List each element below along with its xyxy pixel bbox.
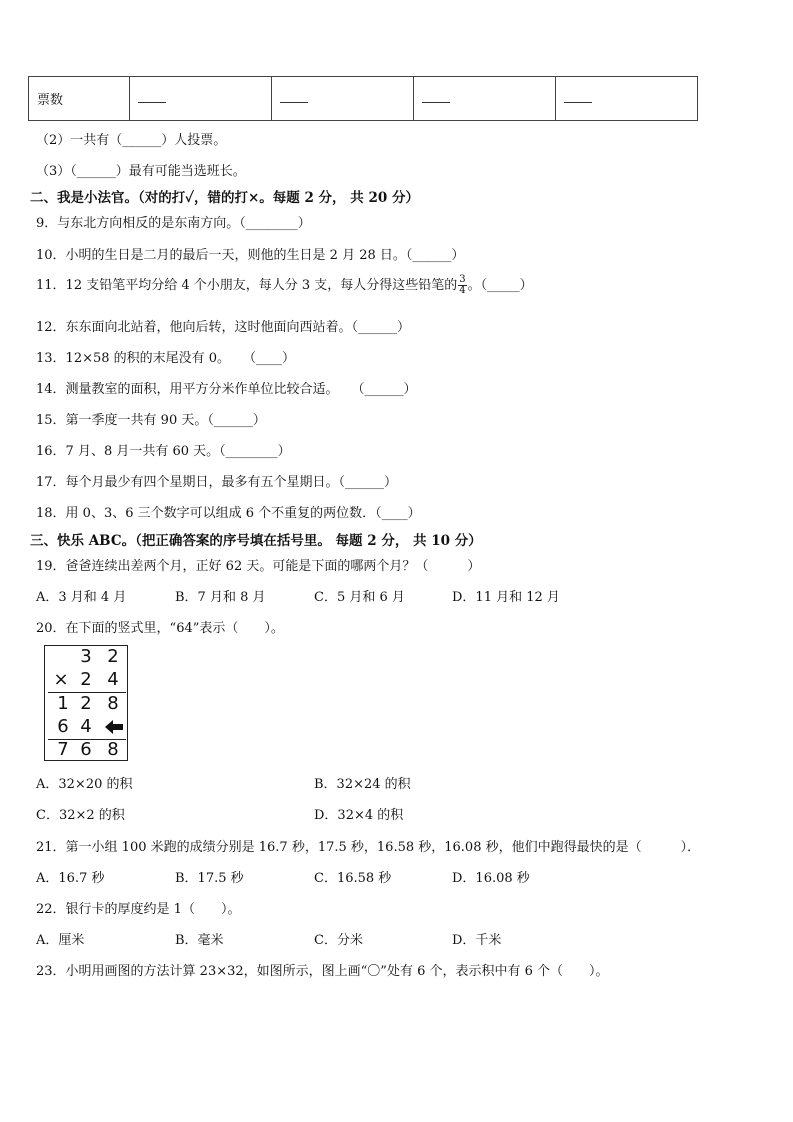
question-23: 23．小明用画图的方法计算 23×32，如图所示，图上画“〇”处有 6 个，表示积中有 6 个（ ）。 xyxy=(36,964,609,979)
question-20: 20．在下面的竖式里，“64”表示（ ）。 xyxy=(36,621,284,636)
question-10: 10．小明的生日是二月的最后一天，则他的生日是 2 月 28 日。（______） xyxy=(36,248,465,263)
calc-digit: 4 xyxy=(80,716,92,737)
vote-blank-1[interactable] xyxy=(130,77,272,121)
calc-digit: 7 xyxy=(57,739,69,760)
calc-digit: 2 xyxy=(80,693,92,714)
calc-digit: 4 xyxy=(107,669,119,690)
q21-option-a[interactable]: A．16.7 秒 xyxy=(36,871,105,886)
q22-option-b[interactable]: B．毫米 xyxy=(175,933,224,948)
calc-row-3 xyxy=(45,693,127,715)
question-15: 15．第一季度一共有 90 天。（______） xyxy=(36,413,266,428)
question-13: 13．12×58 的积的末尾没有 0。 （____） xyxy=(36,351,296,366)
vote-blank-4[interactable] xyxy=(556,77,698,121)
vertical-multiplication xyxy=(44,645,128,761)
q22-option-d[interactable]: D．千米 xyxy=(452,933,502,948)
answer-line xyxy=(422,90,450,103)
q20-option-c[interactable]: C．32×2 的积 xyxy=(36,808,125,823)
q20-option-b[interactable]: B．32×24 的积 xyxy=(314,777,411,792)
q21-option-c[interactable]: C．16.58 秒 xyxy=(314,871,392,886)
calc-digit: 1 xyxy=(57,693,69,714)
calc-digit: 6 xyxy=(57,716,69,737)
fraction xyxy=(458,275,466,296)
answer-line xyxy=(564,90,592,103)
section-2-title: 二、我是小法官。（对的打✓，错的打×。每题 2 分， 共 20 分） xyxy=(30,190,419,206)
question-17: 17．每个月最少有四个星期日，最多有五个星期日。（______） xyxy=(36,475,398,490)
calc-row-5 xyxy=(45,739,127,761)
fraction-denominator: 4 xyxy=(459,285,466,296)
question-16: 16．7 月、8 月一共有 60 天。（________） xyxy=(36,444,291,459)
calc-digit: 3 xyxy=(80,646,92,667)
question-11-answer: 。（_____） xyxy=(467,278,533,293)
calc-digit: 8 xyxy=(107,739,119,760)
question-12: 12．东东面向北站着，他向后转，这时他面向西站着。（______） xyxy=(36,320,411,335)
calc-row-4 xyxy=(45,716,127,738)
vote-table-row xyxy=(29,77,698,121)
question-22: 22．银行卡的厚度约是 1（ ）。 xyxy=(36,902,241,917)
q21-option-b[interactable]: B．17.5 秒 xyxy=(175,871,244,886)
question-9: 9．与东北方向相反的是东南方向。（________） xyxy=(36,216,311,231)
q19-option-b[interactable]: B．7 月和 8 月 xyxy=(175,590,266,605)
q19-option-d[interactable]: D．11 月和 12 月 xyxy=(452,590,560,605)
multiply-sign: × xyxy=(53,669,69,690)
vote-table xyxy=(28,76,698,121)
question-19: 19．爸爸连续出差两个月，正好 62 天。可能是下面的哪两个月？（ ） xyxy=(36,559,481,574)
q19-option-c[interactable]: C．5 月和 6 月 xyxy=(314,590,405,605)
calc-row-1 xyxy=(45,646,127,668)
answer-line xyxy=(138,90,166,103)
question-18: 18．用 0、3、6 三个数字可以组成 6 个不重复的两位数．（____） xyxy=(36,506,421,521)
fraction-numerator: 3 xyxy=(459,274,466,285)
calc-digit: 6 xyxy=(80,739,92,760)
question-14: 14．测量教室的面积，用平方分米作单位比较合适。 （______） xyxy=(36,382,417,397)
q19-option-a[interactable]: A．3 月和 4 月 xyxy=(36,590,127,605)
answer-line xyxy=(280,90,308,103)
question-2: （2）一共有（______）人投票。 xyxy=(36,133,227,148)
vote-blank-3[interactable] xyxy=(414,77,556,121)
calc-row-2 xyxy=(45,669,127,691)
q20-option-a[interactable]: A．32×20 的积 xyxy=(36,777,133,792)
calc-digit: 2 xyxy=(107,646,119,667)
question-3: （3）（______）最有可能当选班长。 xyxy=(36,164,246,179)
vote-row-label: 票数 xyxy=(29,77,130,121)
section-3-title: 三、快乐 ABC。（把正确答案的序号填在括号里。 每题 2 分， 共 10 分） xyxy=(30,533,482,549)
calc-digit: 8 xyxy=(107,693,119,714)
q20-option-d[interactable]: D．32×4 的积 xyxy=(314,808,404,823)
question-11-text: 11．12 支铅笔平均分给 4 个小朋友，每人分 3 支，每人分得这些铅笔的 xyxy=(36,278,458,293)
question-11 xyxy=(36,274,533,296)
question-21: 21．第一小组 100 米跑的成绩分别是 16.7 秒，17.5 秒，16.58 秒，16.08 秒，他们中跑得最快的是（ ）． xyxy=(36,840,701,855)
q22-option-c[interactable]: C．分米 xyxy=(314,933,363,948)
q22-option-a[interactable]: A．厘米 xyxy=(36,933,85,948)
calc-digit: 2 xyxy=(80,669,92,690)
arrow-left-icon xyxy=(103,716,125,738)
q21-option-d[interactable]: D．16.08 秒 xyxy=(452,871,530,886)
vote-blank-2[interactable] xyxy=(272,77,414,121)
